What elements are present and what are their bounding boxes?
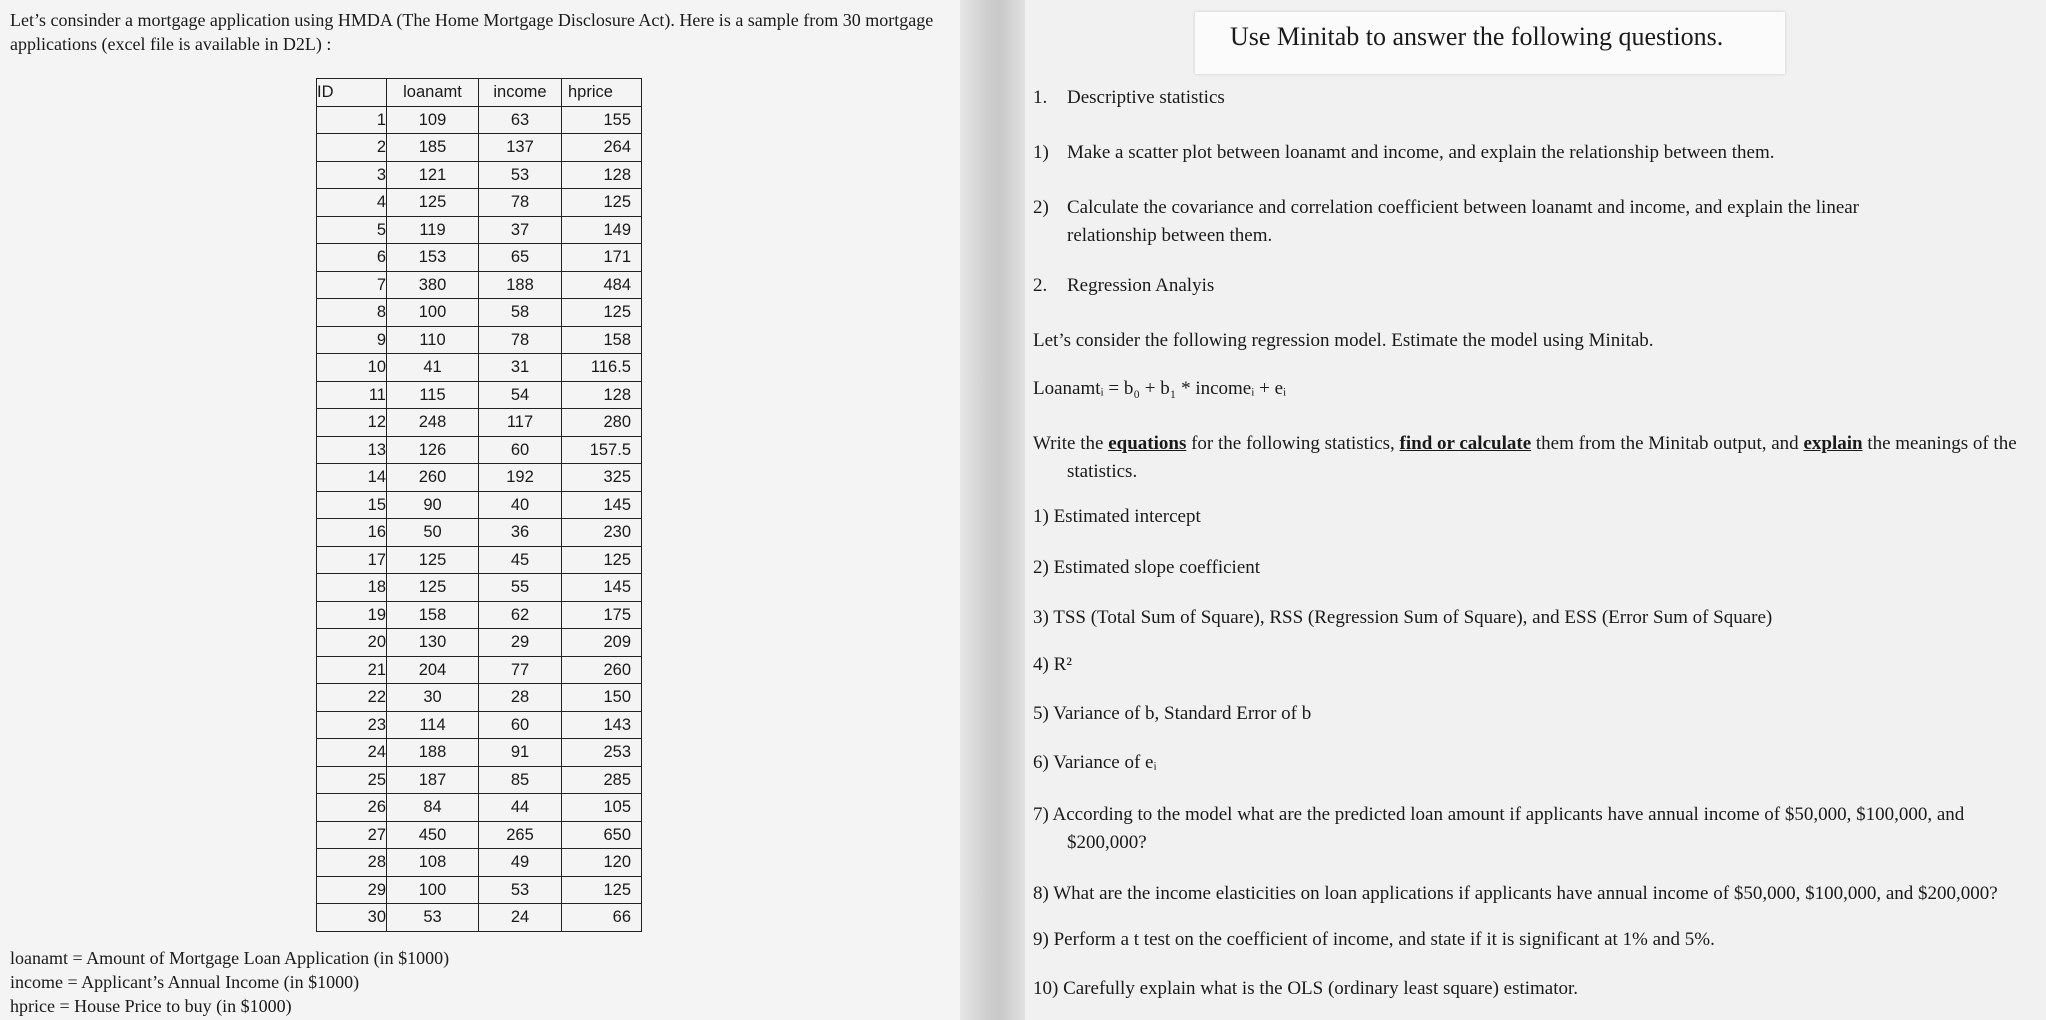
cell-id: 9 <box>317 326 387 354</box>
cell-id: 24 <box>317 739 387 767</box>
table-row <box>317 711 642 739</box>
instr-part-e: them from the Minitab output, and <box>1531 433 1804 454</box>
cell-id: 27 <box>317 821 387 849</box>
table-row <box>317 189 642 217</box>
section-1-title: Descriptive statistics <box>1067 87 1225 108</box>
cell-loanamt: 125 <box>387 189 479 217</box>
cell-hprice: 155 <box>562 106 642 134</box>
question-1-1-number: 1) <box>1033 142 1049 163</box>
table-row <box>317 656 642 684</box>
cell-id: 6 <box>317 244 387 272</box>
instr-find-calc: find or calculate <box>1399 433 1532 454</box>
table-row <box>317 464 642 492</box>
data-table <box>316 78 642 932</box>
page-title: Use Minitab to answer the following questions. <box>1230 22 1724 51</box>
cell-hprice: 171 <box>562 244 642 272</box>
table-row <box>317 574 642 602</box>
cell-hprice: 149 <box>562 216 642 244</box>
cell-id: 29 <box>317 876 387 904</box>
cell-id: 15 <box>317 491 387 519</box>
cell-income: 53 <box>479 876 562 904</box>
table-row <box>317 381 642 409</box>
item-8: 8) What are the income elasticities on loan applications if applicants have annual income of $50,000, $100,000, and $200,000? <box>1033 883 1998 904</box>
cell-hprice: 128 <box>562 161 642 189</box>
item-5: 5) Variance of b, Standard Error of b <box>1033 703 1312 724</box>
header-loanamt: loanamt <box>387 79 479 107</box>
cell-hprice: 484 <box>562 271 642 299</box>
cell-loanamt: 153 <box>387 244 479 272</box>
section-2-number: 2. <box>1033 275 1048 296</box>
cell-hprice: 145 <box>562 491 642 519</box>
cell-loanamt: 130 <box>387 629 479 657</box>
cell-hprice: 285 <box>562 766 642 794</box>
header-hprice: hprice <box>562 79 642 107</box>
instr-part-a: Write the <box>1033 433 1109 454</box>
cell-income: 45 <box>479 546 562 574</box>
cell-hprice: 158 <box>562 326 642 354</box>
cell-id: 8 <box>317 299 387 327</box>
question-1-2-text: Calculate the covariance and correlation coefficient between loanamt and income, and explain the linear <box>1067 197 1860 218</box>
table-row <box>317 739 642 767</box>
cell-hprice: 650 <box>562 821 642 849</box>
cell-loanamt: 158 <box>387 601 479 629</box>
cell-id: 14 <box>317 464 387 492</box>
page-gutter <box>960 0 1025 1020</box>
item-2: 2) Estimated slope coefficient <box>1033 557 1261 578</box>
cell-income: 62 <box>479 601 562 629</box>
cell-id: 11 <box>317 381 387 409</box>
cell-id: 21 <box>317 656 387 684</box>
cell-income: 188 <box>479 271 562 299</box>
cell-hprice: 145 <box>562 574 642 602</box>
cell-hprice: 128 <box>562 381 642 409</box>
cell-hprice: 66 <box>562 904 642 932</box>
cell-income: 63 <box>479 106 562 134</box>
cell-income: 55 <box>479 574 562 602</box>
section-2-title: Regression Analyis <box>1067 275 1215 296</box>
table-row <box>317 519 642 547</box>
item-7-text: 7) According to the model what are the predicted loan amount if applicants have annual income of $50,000, $100,000, and <box>1033 804 1965 825</box>
table-row <box>317 876 642 904</box>
cell-loanamt: 115 <box>387 381 479 409</box>
section-1-heading <box>1033 84 2033 112</box>
cell-loanamt: 185 <box>387 134 479 162</box>
cell-loanamt: 84 <box>387 794 479 822</box>
cell-loanamt: 90 <box>387 491 479 519</box>
question-1-2-text-cont: relationship between them. <box>1067 225 1273 246</box>
section-2-heading <box>1033 272 2033 300</box>
model-intro: Let’s consider the following regression model. Estimate the model using Minitab. <box>1033 330 1654 351</box>
cell-income: 78 <box>479 189 562 217</box>
instr-part-c: for the following statistics, <box>1186 433 1400 454</box>
cell-hprice: 150 <box>562 684 642 712</box>
cell-hprice: 125 <box>562 546 642 574</box>
cell-id: 7 <box>317 271 387 299</box>
table-row <box>317 271 642 299</box>
cell-id: 19 <box>317 601 387 629</box>
cell-loanamt: 41 <box>387 354 479 382</box>
cell-hprice: 260 <box>562 656 642 684</box>
legend-hprice: hprice = House Price to buy (in $1000) <box>10 996 292 1016</box>
cell-loanamt: 187 <box>387 766 479 794</box>
instr-equations: equations <box>1108 433 1187 454</box>
table-row <box>317 821 642 849</box>
cell-income: 29 <box>479 629 562 657</box>
cell-income: 28 <box>479 684 562 712</box>
instr-explain: explain <box>1803 433 1863 454</box>
table-header-row <box>317 79 642 107</box>
cell-id: 26 <box>317 794 387 822</box>
cell-income: 53 <box>479 161 562 189</box>
cell-income: 78 <box>479 326 562 354</box>
table-row <box>317 491 642 519</box>
intro-text: Let’s consinder a mortgage application using HMDA (The Home Mortgage Disclosure Act). Here is a sample from 30 mortgage applications (excel file is available in D2L) : <box>10 10 934 54</box>
cell-income: 77 <box>479 656 562 684</box>
cell-loanamt: 204 <box>387 656 479 684</box>
question-1-1-text: Make a scatter plot between loanamt and income, and explain the relationship between them. <box>1067 142 1775 163</box>
item-4: 4) R² <box>1033 654 1072 675</box>
item-7-text-cont: $200,000? <box>1067 832 1147 853</box>
cell-loanamt: 119 <box>387 216 479 244</box>
cell-income: 49 <box>479 849 562 877</box>
cell-id: 30 <box>317 904 387 932</box>
cell-id: 25 <box>317 766 387 794</box>
cell-id: 22 <box>317 684 387 712</box>
cell-income: 44 <box>479 794 562 822</box>
cell-hprice: 125 <box>562 189 642 217</box>
cell-id: 5 <box>317 216 387 244</box>
item-3: 3) TSS (Total Sum of Square), RSS (Regression Sum of Square), and ESS (Error Sum of Square) <box>1033 607 1773 628</box>
cell-hprice: 157.5 <box>562 436 642 464</box>
cell-loanamt: 109 <box>387 106 479 134</box>
table-row <box>317 436 642 464</box>
cell-income: 54 <box>479 381 562 409</box>
cell-income: 192 <box>479 464 562 492</box>
cell-id: 13 <box>317 436 387 464</box>
item-10: 10) Carefully explain what is the OLS (ordinary least square) estimator. <box>1033 978 1579 999</box>
cell-hprice: 143 <box>562 711 642 739</box>
cell-loanamt: 121 <box>387 161 479 189</box>
cell-income: 65 <box>479 244 562 272</box>
variable-legend <box>10 946 449 1018</box>
header-income: income <box>479 79 562 107</box>
cell-id: 12 <box>317 409 387 437</box>
instructions <box>1033 430 2033 486</box>
cell-income: 58 <box>479 299 562 327</box>
item-7 <box>1033 801 2033 857</box>
cell-id: 17 <box>317 546 387 574</box>
table-row <box>317 161 642 189</box>
table-row <box>317 766 642 794</box>
cell-id: 4 <box>317 189 387 217</box>
instr-part-h: statistics. <box>1067 461 1138 482</box>
cell-loanamt: 100 <box>387 299 479 327</box>
table-row <box>317 134 642 162</box>
cell-loanamt: 450 <box>387 821 479 849</box>
cell-income: 85 <box>479 766 562 794</box>
table-row <box>317 546 642 574</box>
table-row <box>317 326 642 354</box>
cell-id: 10 <box>317 354 387 382</box>
cell-loanamt: 30 <box>387 684 479 712</box>
cell-income: 37 <box>479 216 562 244</box>
table-row <box>317 794 642 822</box>
legend-income: income = Applicant’s Annual Income (in $1000) <box>10 972 360 992</box>
table-row <box>317 409 642 437</box>
cell-loanamt: 126 <box>387 436 479 464</box>
instr-part-g: the meanings of the <box>1862 433 2017 454</box>
cell-loanamt: 188 <box>387 739 479 767</box>
question-1-2-number: 2) <box>1033 197 1049 218</box>
cell-id: 16 <box>317 519 387 547</box>
cell-hprice: 325 <box>562 464 642 492</box>
table-row <box>317 904 642 932</box>
table-row <box>317 629 642 657</box>
table-body <box>317 106 642 931</box>
cell-id: 20 <box>317 629 387 657</box>
cell-income: 60 <box>479 436 562 464</box>
cell-hprice: 209 <box>562 629 642 657</box>
question-1-1 <box>1033 139 2033 167</box>
cell-id: 28 <box>317 849 387 877</box>
cell-loanamt: 53 <box>387 904 479 932</box>
cell-hprice: 175 <box>562 601 642 629</box>
left-page <box>0 0 960 1020</box>
table-row <box>317 244 642 272</box>
legend-loanamt: loanamt = Amount of Mortgage Loan Application (in $1000) <box>10 948 450 968</box>
table-row <box>317 601 642 629</box>
item-1: 1) Estimated intercept <box>1033 506 1201 527</box>
cell-loanamt: 248 <box>387 409 479 437</box>
cell-id: 18 <box>317 574 387 602</box>
cell-loanamt: 125 <box>387 546 479 574</box>
table-row <box>317 684 642 712</box>
cell-loanamt: 114 <box>387 711 479 739</box>
cell-loanamt: 110 <box>387 326 479 354</box>
cell-hprice: 253 <box>562 739 642 767</box>
table-row <box>317 216 642 244</box>
cell-income: 91 <box>479 739 562 767</box>
regression-equation: Loanamtᵢ = b₀ + b₁ * incomeᵢ + eᵢ <box>1033 378 1287 399</box>
cell-income: 117 <box>479 409 562 437</box>
cell-id: 3 <box>317 161 387 189</box>
header-id: ID <box>317 79 387 107</box>
cell-loanamt: 260 <box>387 464 479 492</box>
cell-income: 31 <box>479 354 562 382</box>
cell-hprice: 116.5 <box>562 354 642 382</box>
table-row <box>317 354 642 382</box>
cell-hprice: 264 <box>562 134 642 162</box>
item-6: 6) Variance of eᵢ <box>1033 752 1157 773</box>
cell-income: 265 <box>479 821 562 849</box>
cell-loanamt: 125 <box>387 574 479 602</box>
table-row <box>317 849 642 877</box>
cell-income: 40 <box>479 491 562 519</box>
section-1-number: 1. <box>1033 87 1048 108</box>
cell-hprice: 120 <box>562 849 642 877</box>
cell-income: 137 <box>479 134 562 162</box>
cell-id: 2 <box>317 134 387 162</box>
cell-hprice: 280 <box>562 409 642 437</box>
table-row <box>317 299 642 327</box>
cell-loanamt: 100 <box>387 876 479 904</box>
cell-loanamt: 108 <box>387 849 479 877</box>
cell-loanamt: 50 <box>387 519 479 547</box>
cell-id: 1 <box>317 106 387 134</box>
cell-hprice: 105 <box>562 794 642 822</box>
table-row <box>317 106 642 134</box>
cell-id: 23 <box>317 711 387 739</box>
cell-income: 36 <box>479 519 562 547</box>
cell-loanamt: 380 <box>387 271 479 299</box>
cell-hprice: 125 <box>562 876 642 904</box>
cell-hprice: 125 <box>562 299 642 327</box>
question-1-2 <box>1033 194 2033 250</box>
cell-income: 24 <box>479 904 562 932</box>
item-9: 9) Perform a t test on the coefficient of income, and state if it is significant at 1% and 5%. <box>1033 929 1715 950</box>
cell-income: 60 <box>479 711 562 739</box>
cell-hprice: 230 <box>562 519 642 547</box>
